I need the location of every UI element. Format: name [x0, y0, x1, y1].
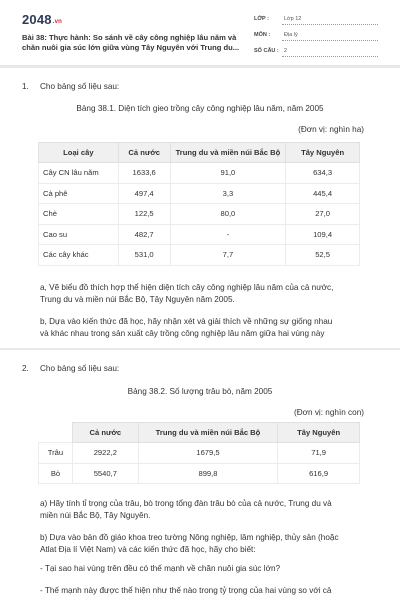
col-header: Cả nước — [118, 143, 170, 163]
table-row: Cà phê 497,4 3,3 445,4 — [39, 183, 360, 204]
table-row: Trâu 2922,2 1679,5 71,9 — [39, 443, 360, 464]
divider — [0, 348, 400, 350]
table-row: Các cây khác 531,0 7,7 52,5 — [39, 245, 360, 266]
lesson-title — [22, 33, 242, 53]
q2-intro: Cho bảng số liệu sau: — [40, 364, 120, 373]
table-row: Cây CN lâu năm 1633,6 91,0 634,3 — [39, 163, 360, 184]
col-header: Cả nước — [72, 423, 138, 443]
col-header: Tây Nguyên — [278, 423, 360, 443]
q1-part-a: a, Vẽ biểu đồ thích hợp thể hiện diện tích cây công nghiệp lâu năm của cả nước, Trung du và miền núi Bắc Bộ, Tây Nguyên năm 2005. — [40, 283, 334, 304]
q2-part-a: a) Hãy tính tỉ trọng của trâu, bò trong tổng đàn trâu bò của cả nước, Trung du và miền núi Bắc Bộ, Tây Nguyên. — [40, 499, 332, 520]
col-header: Trung du và miền núi Bắc Bộ — [170, 143, 286, 163]
q2-unit: (Đơn vị: nghìn con) — [294, 408, 364, 417]
q1-unit: (Đơn vị: nghìn ha) — [298, 125, 364, 134]
q1-number: 1. — [22, 82, 29, 91]
worksheet-content — [0, 66, 400, 600]
table-row: Bò 5540,7 899,8 616,9 — [39, 463, 360, 484]
q2-bullet-1: - Tại sao hai vùng trên đều có thế mạnh về chăn nuôi gia súc lớn? — [40, 564, 281, 573]
lesson-title-line-1: Bài 38: Thực hành: So sánh về cây công nghiệp lâu năm và — [22, 33, 237, 42]
table-row: Chè 122,5 80,0 27,0 — [39, 204, 360, 225]
q2-table — [38, 422, 360, 484]
divider — [0, 66, 400, 68]
q2-part-b: b) Dựa vào bản đồ giáo khoa treo tường Nông nghiệp, lâm nghiệp, thủy sản (hoặc Atlat Địa lí Việt Nam) và các kiến thức đã học, hãy cho biết: — [40, 533, 339, 554]
meta-class: LỚP : Lớp 12 — [254, 14, 378, 30]
q2-number: 2. — [22, 364, 29, 373]
meta-subject: MÔN : Địa lý — [254, 30, 378, 46]
lesson-title-line-2: chăn nuôi gia súc lớn giữa vùng Tây Nguyên với Trung du... — [22, 43, 240, 52]
col-header — [39, 423, 73, 443]
col-header: Tây Nguyên — [286, 143, 360, 163]
meta-question-count: SỐ CÂU : 2 — [254, 46, 378, 62]
table-header-row — [39, 143, 360, 163]
q2-bullet-2: - Thế mạnh này được thể hiện như thế nào trong tỷ trọng của hai vùng so với cả — [40, 586, 332, 595]
page-header — [0, 0, 400, 66]
table-header-row — [39, 423, 360, 443]
col-header: Loại cây — [39, 143, 119, 163]
q2-table-caption: Bảng 38.2. Số lượng trâu bò, năm 2005 — [127, 387, 273, 396]
q1-part-b: b, Dựa vào kiến thức đã học, hãy nhận xét và giải thích về những sự giống nhau và khác nhau trong sản xuất cây trồng công nghiệp lâu năm giữa hai vùng này — [40, 317, 333, 338]
site-logo[interactable]: 2048.vn — [22, 12, 63, 27]
col-header: Trung du và miền núi Bắc Bộ — [138, 423, 277, 443]
q1-intro: Cho bảng số liệu sau: — [40, 82, 120, 91]
q1-table-caption: Bảng 38.1. Diện tích gieo trồng cây công nghiệp lâu năm, năm 2005 — [76, 104, 324, 113]
q1-table — [38, 142, 360, 266]
table-row: Cao su 482,7 - 109,4 — [39, 224, 360, 245]
